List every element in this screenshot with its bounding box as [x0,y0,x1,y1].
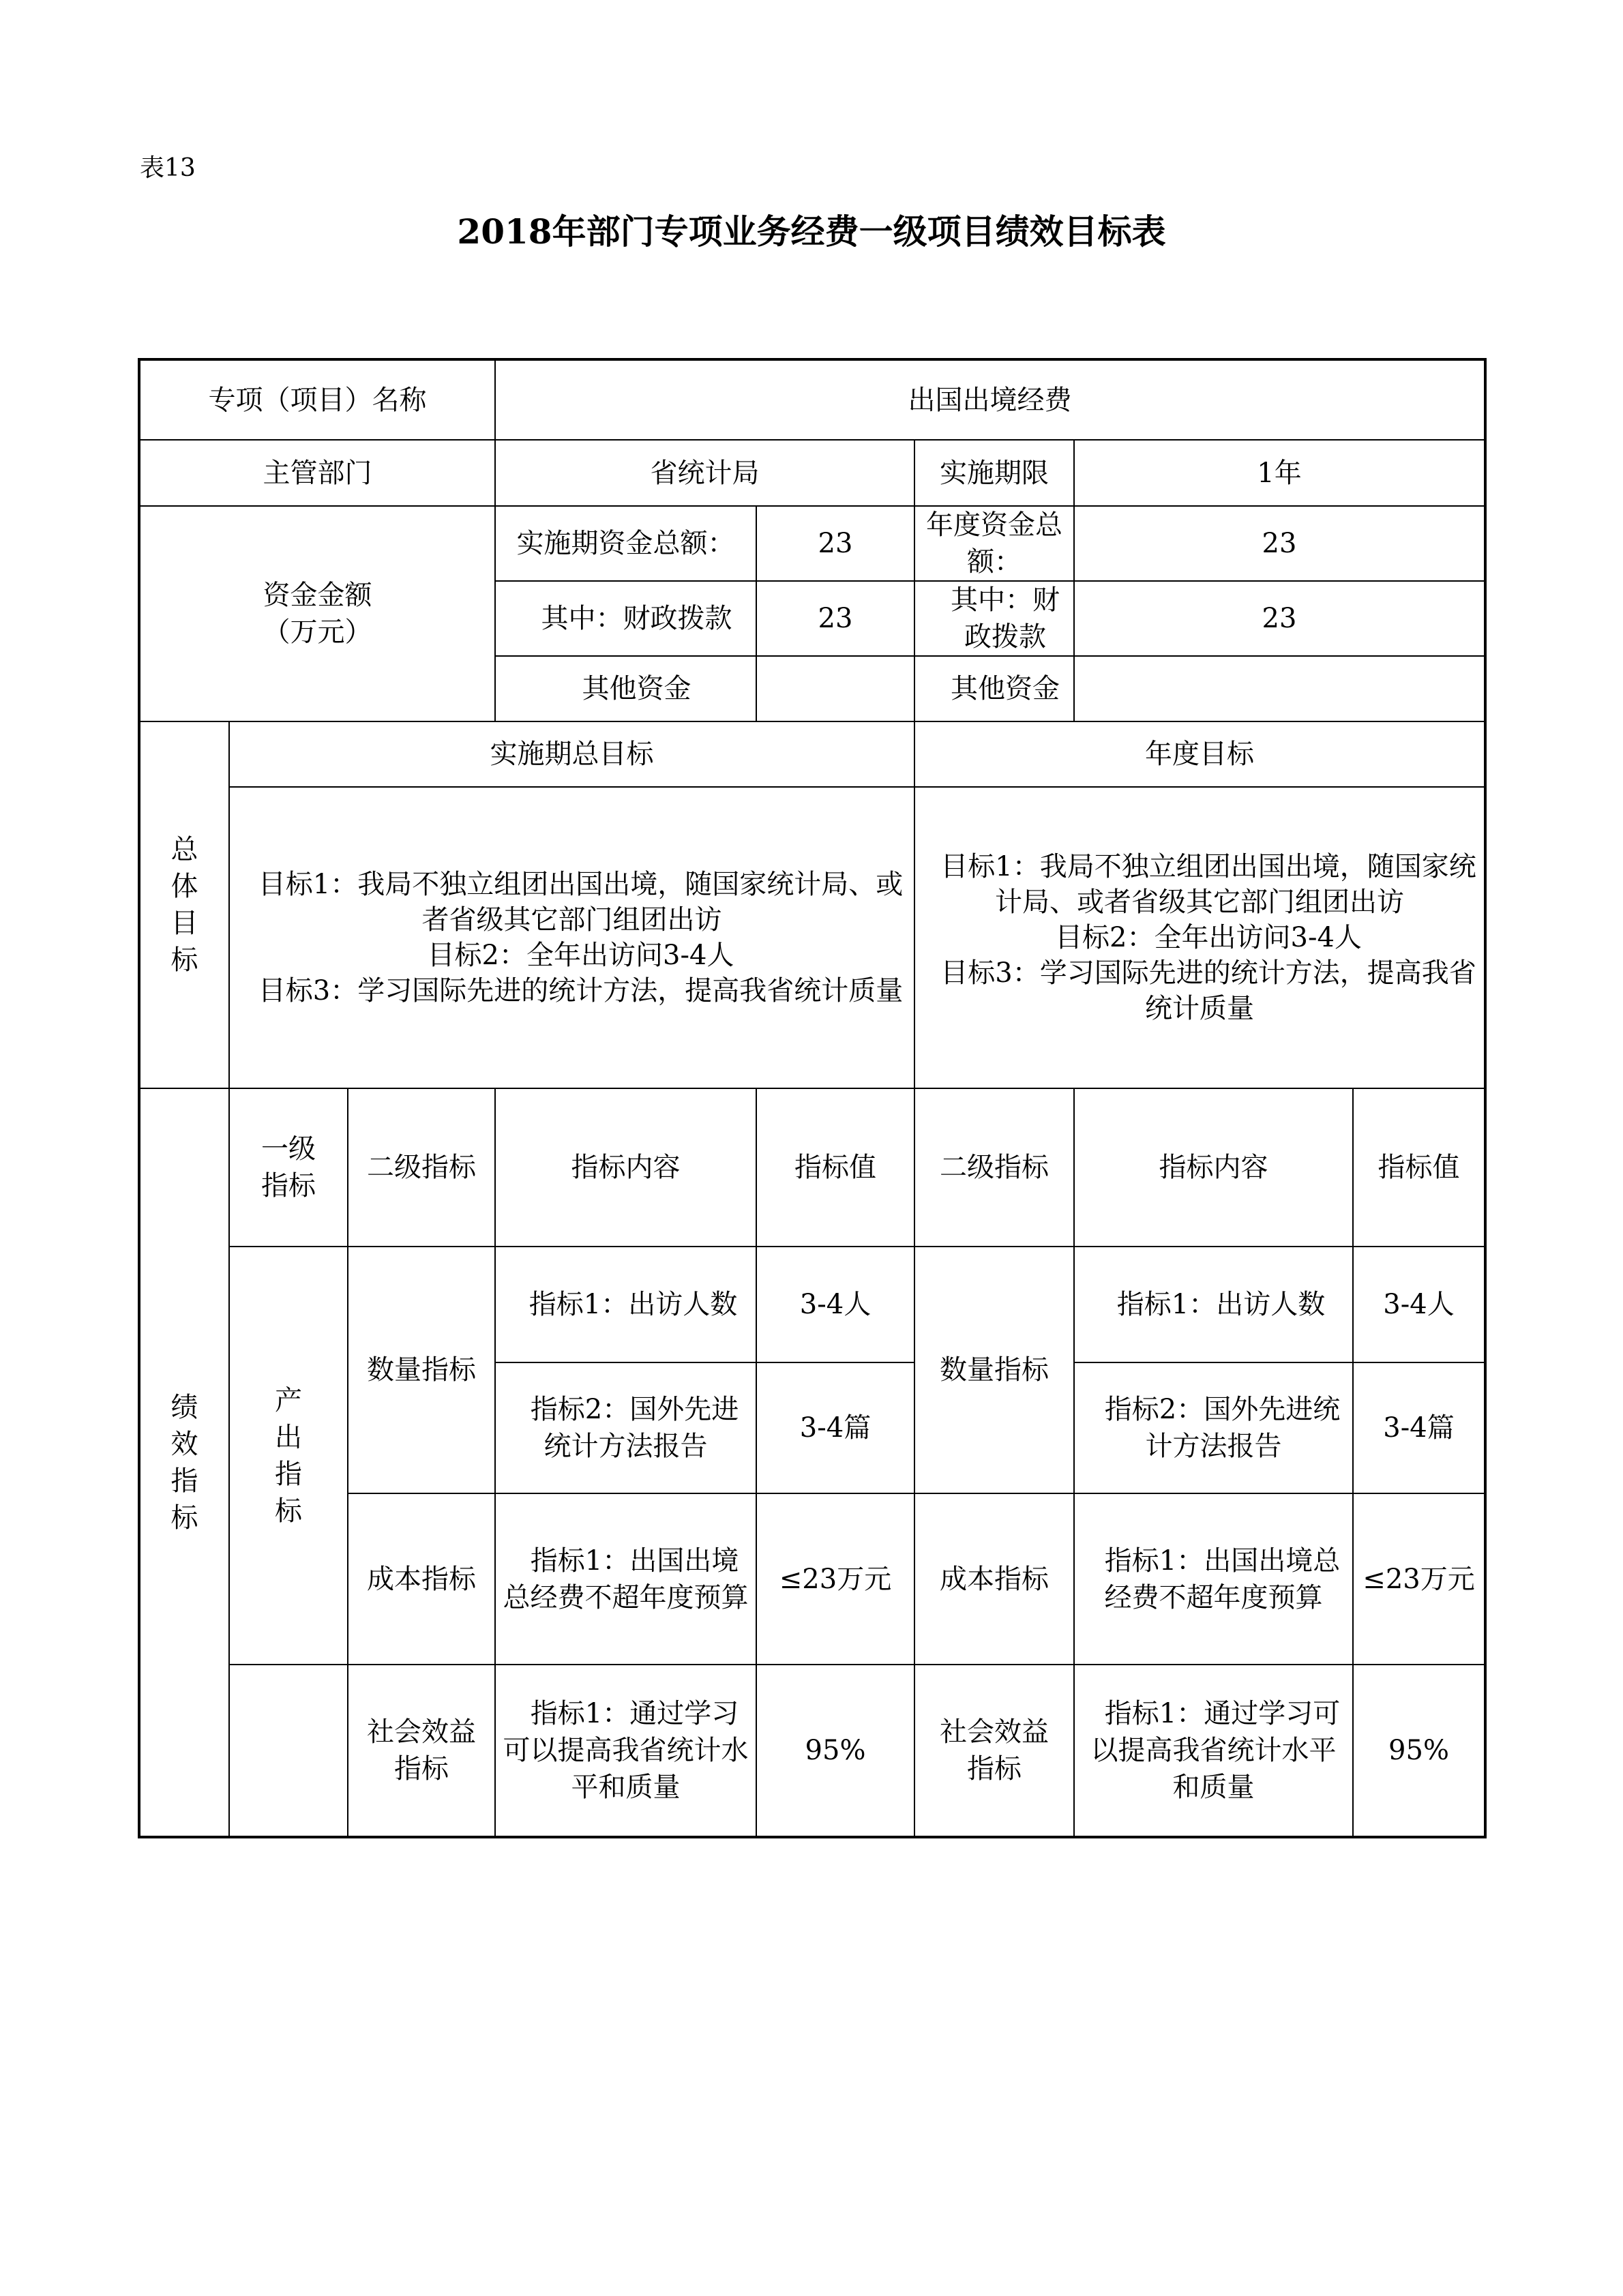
social-indicator-1-value-annual: 95% [1353,1665,1485,1837]
period-value: 1年 [1074,440,1485,506]
other-funds-label: 其他资金 [495,656,756,721]
project-name-row [139,359,1485,440]
total-funds-label: 实施期资金总额： [495,506,756,581]
social-indicator-1-content: 指标1：通过学习可以提高我省统计水平和质量 [495,1665,756,1837]
quantity-indicator-2-value-annual: 3-4篇 [1353,1362,1485,1493]
quantity-indicator-1-value: 3-4人 [756,1247,914,1362]
quantity-indicator-2-value: 3-4篇 [756,1362,914,1493]
social-indicator-label: 社会效益指标 [348,1665,495,1837]
social-indicator-label-annual: 社会效益指标 [914,1665,1074,1837]
level2-header: 二级指标 [348,1088,495,1247]
cost-indicator-label-annual: 成本指标 [914,1493,1074,1665]
social-indicator-1-value: 95% [756,1665,914,1837]
annual-goals-header: 年度目标 [914,721,1485,787]
fiscal-funds-label: 其中：财政拨款 [495,581,756,656]
fiscal-funds-annual-label: 其中：财政拨款 [914,581,1074,656]
total-funds-value: 23 [756,506,914,581]
annual-funds-label: 年度资金总额： [914,506,1074,581]
quantity-indicator-1-value-annual: 3-4人 [1353,1247,1485,1362]
social-indicator-row [139,1665,1485,1837]
fiscal-funds-value: 23 [756,581,914,656]
period-label: 实施期限 [914,440,1074,506]
table-number-label: 表13 [140,154,196,182]
department-row [139,440,1485,506]
quantity-indicator-label: 数量指标 [348,1247,495,1493]
other-funds-annual-label: 其他资金 [914,656,1074,721]
document-title: 2018年部门专项业务经费一级项目绩效目标表 [457,211,1166,252]
quantity-indicator-2-content-annual: 指标2：国外先进统计方法报告 [1074,1362,1353,1493]
other-funds-annual-value [1074,656,1485,721]
other-funds-value [756,656,914,721]
quantity-indicator-row-1 [139,1247,1485,1362]
performance-indicators-label: 绩效指标 [139,1088,229,1837]
annual-goal-2: 目标2：全年出访问3-4人 [1055,922,1362,953]
department-value: 省统计局 [495,440,914,506]
goals-header-row [139,721,1485,787]
annual-goals-text [914,787,1485,1088]
period-goals-header: 实施期总目标 [229,721,914,787]
quantity-indicator-2-content: 指标2：国外先进统计方法报告 [495,1362,756,1493]
department-label: 主管部门 [139,440,495,506]
annual-funds-value: 23 [1074,506,1485,581]
cost-indicator-1-value-annual: ≤23万元 [1353,1493,1485,1665]
fiscal-funds-annual-value: 23 [1074,581,1485,656]
overall-goals-label: 总体目标 [139,721,229,1088]
quantity-indicator-1-content-annual: 指标1：出访人数 [1074,1247,1353,1362]
annual-goal-3: 目标3：学习国际先进的统计方法，提高我省统计质量 [940,957,1476,1024]
period-goals-text [229,787,914,1088]
social-indicator-1-content-annual: 指标1：通过学习可以提高我省统计水平和质量 [1074,1665,1353,1837]
annual-goal-1: 目标1：我局不独立组团出国出境，随国家统计局、或者省级其它部门组团出访 [940,851,1476,918]
level1-header: 一级指标 [229,1088,348,1247]
funds-label [139,506,495,721]
cost-indicator-1-value: ≤23万元 [756,1493,914,1665]
cost-indicator-1-content: 指标1：出国出境总经费不超年度预算 [495,1493,756,1665]
value-header: 指标值 [756,1088,914,1247]
period-goal-1: 目标1：我局不独立组团出国出境，随国家统计局、或者省级其它部门组团出访 [258,869,904,936]
project-name-value: 出国出境经费 [495,359,1485,440]
goals-content-row [139,787,1485,1088]
quantity-indicator-label-annual: 数量指标 [914,1247,1074,1493]
period-goal-2: 目标2：全年出访问3-4人 [427,940,734,971]
level2-header-annual: 二级指标 [914,1088,1074,1247]
project-name-label: 专项（项目）名称 [139,359,495,440]
funds-label-line2: （万元） [263,616,372,648]
output-indicators-label: 产出指标 [229,1247,348,1665]
cost-indicator-label: 成本指标 [348,1493,495,1665]
funds-label-line1: 资金金额 [263,580,372,611]
quantity-indicator-1-content: 指标1：出访人数 [495,1247,756,1362]
social-level1-cell [229,1665,348,1837]
performance-target-table [138,358,1487,1838]
indicator-header-row [139,1088,1485,1247]
funds-total-row [139,506,1485,581]
content-header: 指标内容 [495,1088,756,1247]
period-goal-3: 目标3：学习国际先进的统计方法，提高我省统计质量 [258,975,904,1007]
content-header-annual: 指标内容 [1074,1088,1353,1247]
value-header-annual: 指标值 [1353,1088,1485,1247]
cost-indicator-1-content-annual: 指标1：出国出境总经费不超年度预算 [1074,1493,1353,1665]
